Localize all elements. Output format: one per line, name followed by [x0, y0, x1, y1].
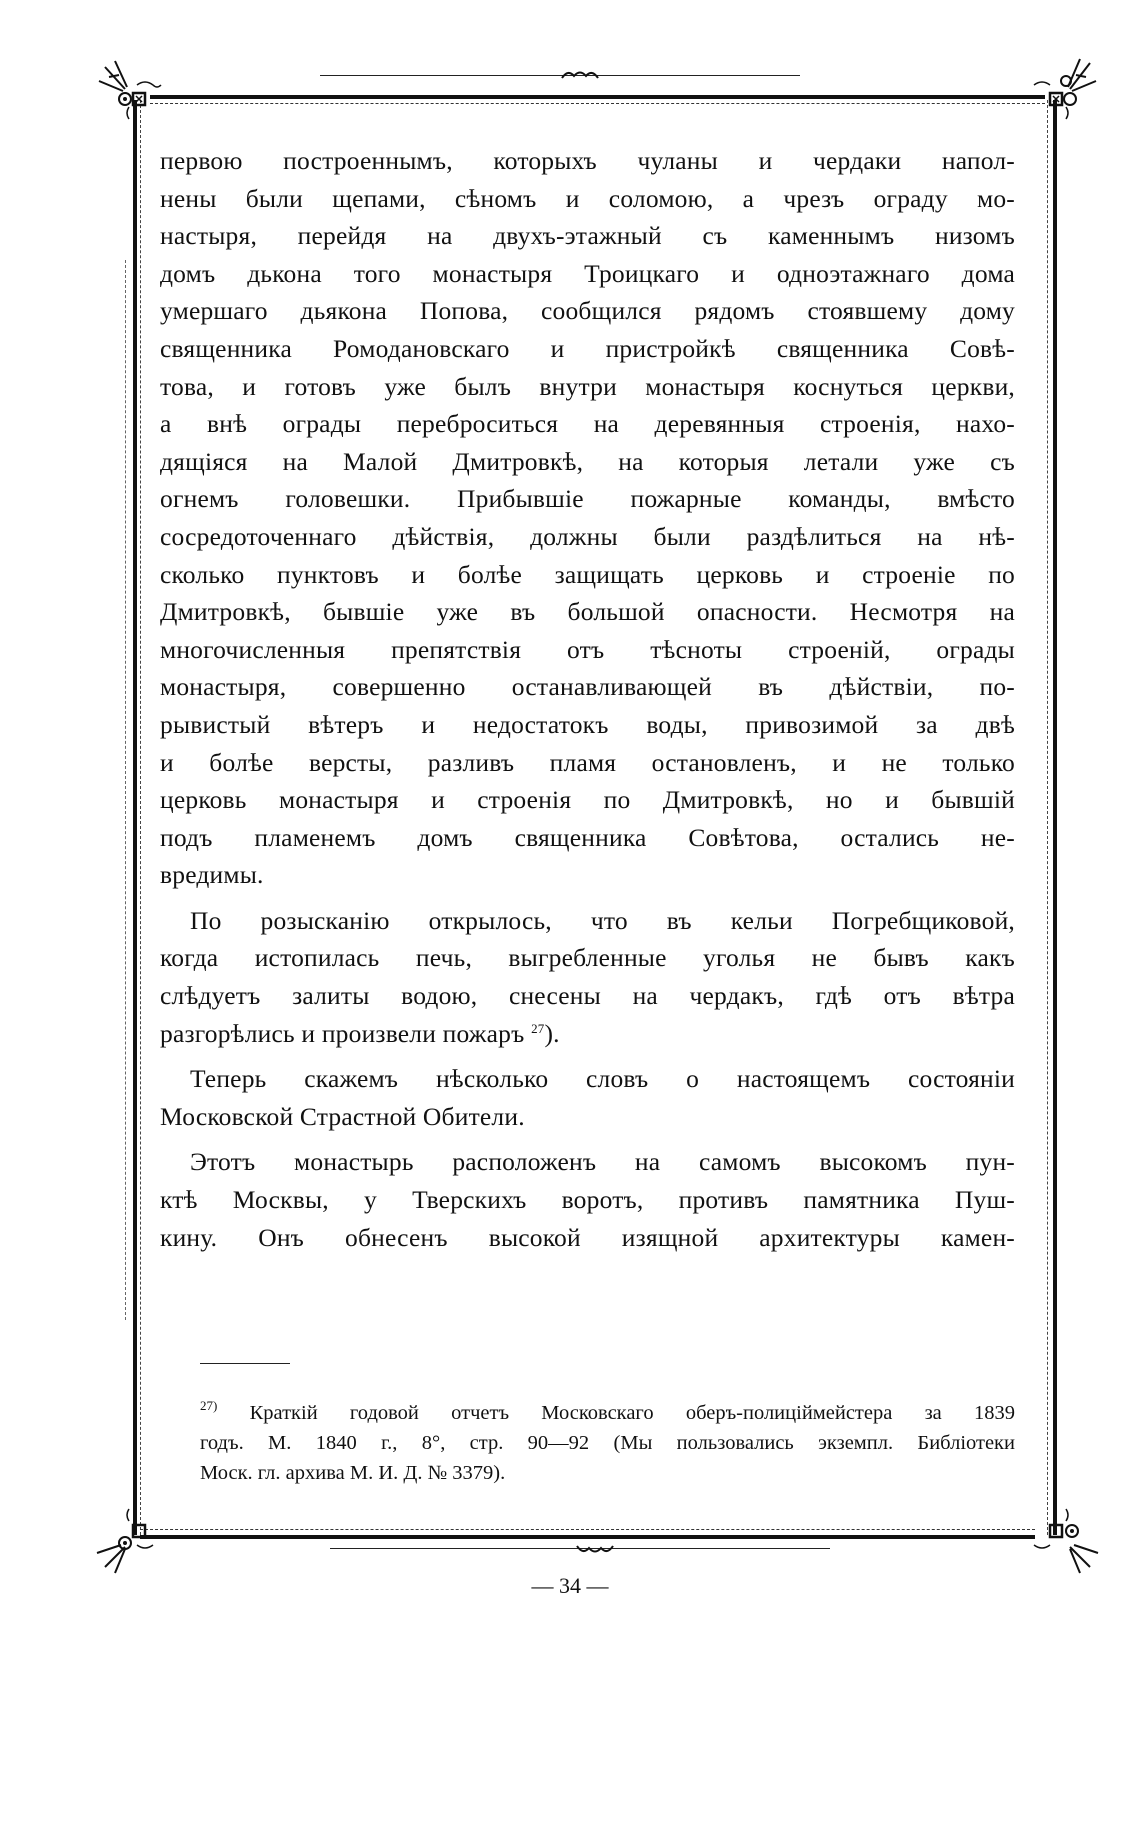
corner-flourish-top-left-icon — [95, 55, 165, 125]
text-line: огнемъ головешки. Прибывшіе пожарные команды, вмѣсто — [160, 484, 1015, 514]
footnote-reference-link[interactable]: 27 — [531, 1020, 545, 1036]
text-line: а внѣ ограды переброситься на деревянныя строенія, нахо- — [160, 409, 1015, 439]
paragraph-gap — [160, 1135, 1015, 1143]
paragraph-gap — [160, 1052, 1015, 1060]
text-line: священника Ромодановскаго и пристройкѣ священника Совѣ- — [160, 333, 1015, 363]
frame-top-center-ornament-icon — [560, 69, 600, 79]
footnote-line: годъ. М. 1840 г., 8°, стр. 90—92 (Мы пользовались экземпл. Библіотеки — [200, 1432, 1015, 1454]
frame-bottom-center-ornament-icon — [575, 1545, 615, 1555]
frame-top-inner-rule — [150, 103, 1045, 105]
frame-bottom-inner-rule — [140, 1529, 1035, 1531]
frame-left-thin-rule — [125, 260, 127, 1320]
text-line: сколько пунктовъ и болѣе защищать церковь и строеніе по — [160, 559, 1015, 589]
footnote-line: Моск. гл. архива М. И. Д. № 3379). — [200, 1462, 506, 1484]
text-line: Теперь скажемъ нѣсколько словъ о настоящемъ состояніи — [190, 1064, 1015, 1094]
text-line: дящіяся на Малой Дмитровкѣ, на которыя летали уже съ — [160, 446, 1015, 476]
text-line: вредимы. — [160, 860, 264, 890]
frame-right-inner-rule — [1047, 100, 1049, 1535]
text-line: Этотъ монастырь расположенъ на самомъ высокомъ пун- — [190, 1147, 1015, 1177]
footnote — [200, 1398, 1015, 1488]
text-line: первою построеннымъ, которыхъ чуланы и чердаки напол- — [160, 146, 1015, 175]
text-line: и болѣе версты, разливъ пламя остановленъ, и не только — [160, 747, 1015, 777]
text-line: когда истопилась печь, выгребленные уголья не бывъ какъ — [160, 943, 1015, 973]
footnote-line — [200, 1398, 1015, 1428]
paragraph-gap — [160, 894, 1015, 902]
text-line: слѣдуетъ залиты водою, снесены на чердакъ, гдѣ отъ вѣтра — [160, 981, 1015, 1011]
text-line: кину. Онъ обнесенъ высокой изящной архитектуры камен- — [160, 1222, 1015, 1252]
text-fragment: ). — [544, 1018, 560, 1048]
frame-left-rule — [133, 100, 137, 1535]
text-line: това, и готовъ уже былъ внутри монастыря коснуться церкви, — [160, 371, 1015, 401]
text-line: подъ пламенемъ домъ священника Совѣтова, остались не- — [160, 822, 1015, 852]
corner-flourish-bottom-left-icon — [95, 1505, 165, 1575]
text-fragment: Краткій годовой отчетъ Московскаго оберъ-полиціймейстера за 1839 — [249, 1402, 1016, 1424]
text-line: Московской Страстной Обители. — [160, 1101, 525, 1131]
frame-bottom-rule — [140, 1535, 1035, 1539]
text-line: домъ дькона того монастыря Троицкаго и одноэтажнаго дома — [160, 258, 1015, 288]
frame-left-inner-rule — [140, 100, 142, 1535]
text-line: нены были щепами, сѣномъ и соломою, а чрезъ ограду мо- — [160, 183, 1015, 213]
text-line: Дмитровкѣ, бывшіе уже въ большой опасности. Несмотря на — [160, 597, 1015, 627]
text-fragment: разгорѣлись и произвели пожаръ — [160, 1018, 525, 1048]
page-number: — 34 — — [531, 1573, 609, 1598]
text-line: рывистый вѣтеръ и недостатокъ воды, привозимой за двѣ — [160, 709, 1015, 739]
frame-top-rule — [150, 95, 1045, 99]
corner-flourish-top-right-icon — [1030, 55, 1100, 125]
text-line: монастыря, совершенно останавливающей въ дѣйствіи, по- — [160, 672, 1015, 702]
corner-flourish-bottom-right-icon — [1030, 1505, 1100, 1575]
text-line-with-footnote — [160, 1015, 1015, 1053]
text-line: сосредоточеннаго дѣйствія, должны были раздѣлиться на нѣ- — [160, 521, 1015, 551]
text-line: ктѣ Москвы, у Тверскихъ воротъ, противъ памятника Пуш- — [160, 1185, 1015, 1215]
text-line: По розысканію открылось, что въ кельи Погребщиковой, — [190, 905, 1015, 935]
text-line: умершаго дьякона Попова, сообщился рядомъ стоявшему дому — [160, 296, 1015, 326]
text-line: настыря, перейдя на двухъ-этажный съ каменнымъ низомъ — [160, 221, 1015, 251]
footnote-separator-rule — [200, 1363, 290, 1365]
page-body-text — [160, 142, 1015, 1256]
footnote-marker: 27) — [200, 1398, 218, 1413]
text-line: многочисленныя препятствія отъ тѣсноты строеній, ограды — [160, 634, 1015, 664]
frame-right-rule — [1053, 100, 1057, 1535]
text-line: церковь монастыря и строенія по Дмитровкѣ, но и бывшій — [160, 785, 1015, 815]
